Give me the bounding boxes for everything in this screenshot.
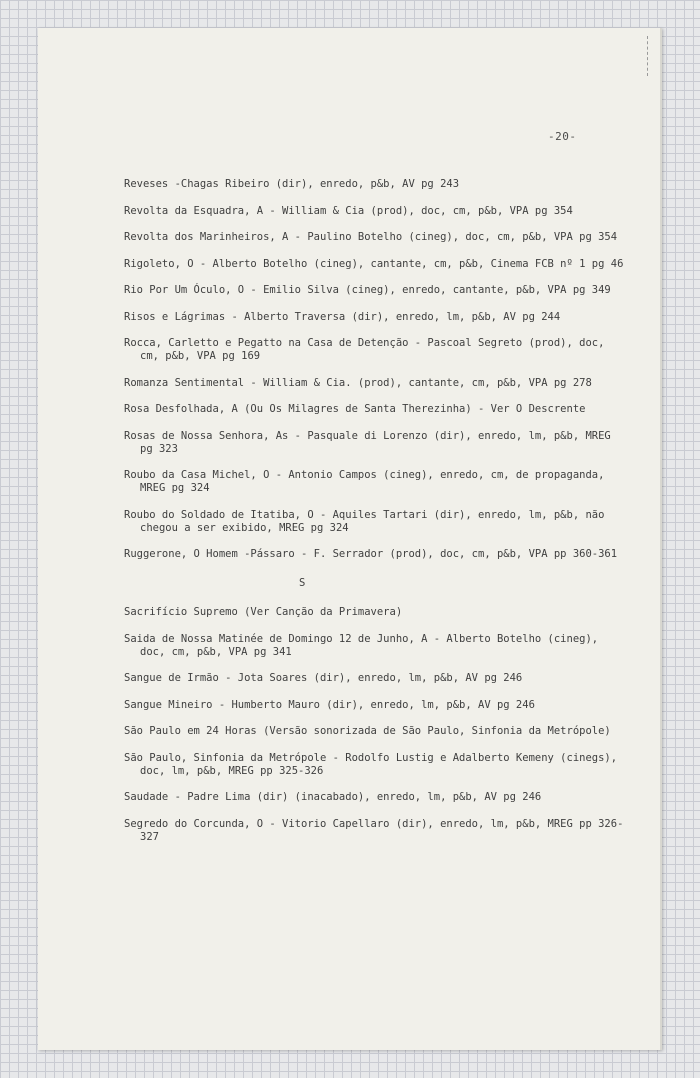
index-entry: Rigoleto, O - Alberto Botelho (cineg), cantante, cm, p&b, Cinema FCB nº 1 pg 46 <box>124 257 624 270</box>
page-number: -20- <box>548 130 577 143</box>
index-entry: São Paulo em 24 Horas (Versão sonorizada de São Paulo, Sinfonia da Metrópole) <box>124 725 611 737</box>
index-entry: Sangue de Irmão - Jota Soares (dir), enredo, lm, p&b, AV pg 246 <box>124 672 523 684</box>
document-page <box>38 28 662 1050</box>
page-edge-mark <box>647 36 654 76</box>
index-entry: Sacrifício Supremo (Ver Canção da Primavera) <box>124 606 403 618</box>
index-entry: Segredo do Corcunda, O - Vitorio Capellaro (dir), enredo, lm, p&b, MREG pp 326-327 <box>124 817 624 843</box>
index-entry: Roubo da Casa Michel, O - Antonio Campos (cineg), enredo, cm, de propaganda, MREG pg 324 <box>124 469 605 494</box>
index-entry: Risos e Lágrimas - Alberto Traversa (dir), enredo, lm, p&b, AV pg 244 <box>124 310 561 323</box>
index-entry: Saudade - Padre Lima (dir) (inacabado), enredo, lm, p&b, AV pg 246 <box>124 791 542 803</box>
index-entry: São Paulo, Sinfonia da Metrópole - Rodolfo Lustig e Adalberto Kemeny (cinegs), doc, lm, p&b, MREG pp 325-326 <box>124 751 618 777</box>
index-entry: Rocca, Carletto e Pegatto na Casa de Detenção - Pascoal Segreto (prod), doc, cm, p&b, VPA pg 169 <box>124 337 605 362</box>
index-entry: Revolta dos Marinheiros, A - Paulino Botelho (cineg), doc, cm, p&b, VPA pg 354 <box>124 231 618 243</box>
film-index-list <box>124 178 624 857</box>
index-entry: Rosas de Nossa Senhora, As - Pasquale di Lorenzo (dir), enredo, lm, p&b, MREG pg 323 <box>124 429 611 455</box>
index-entry: Romanza Sentimental - William & Cia. (prod), cantante, cm, p&b, VPA pg 278 <box>124 376 592 389</box>
index-entry: Ruggerone, O Homem -Pássaro - F. Serrador (prod), doc, cm, p&b, VPA pp 360-361 <box>124 548 618 560</box>
index-entry: Reveses -Chagas Ribeiro (dir), enredo, p&b, AV pg 243 <box>124 178 460 190</box>
index-entry: Saida de Nossa Matinée de Domingo 12 de Junho, A - Alberto Botelho (cineg), doc, cm, p&b, VPA pg 341 <box>124 632 599 658</box>
index-entry: Rio Por Um Óculo, O - Emilio Silva (cineg), enredo, cantante, p&b, VPA pg 349 <box>124 284 611 296</box>
index-entry: Rosa Desfolhada, A (Ou Os Milagres de Santa Therezinha) - Ver O Descrente <box>124 403 586 415</box>
index-entry: Roubo do Soldado de Itatiba, O - Aquiles Tartari (dir), enredo, lm, p&b, não chegou a ser exibido, MREG pg 324 <box>124 508 605 534</box>
index-entry: Revolta da Esquadra, A - William & Cia (prod), doc, cm, p&b, VPA pg 354 <box>124 204 573 217</box>
section-heading-letter: S <box>299 577 306 589</box>
index-entry: Sangue Mineiro - Humberto Mauro (dir), enredo, lm, p&b, AV pg 246 <box>124 698 535 711</box>
